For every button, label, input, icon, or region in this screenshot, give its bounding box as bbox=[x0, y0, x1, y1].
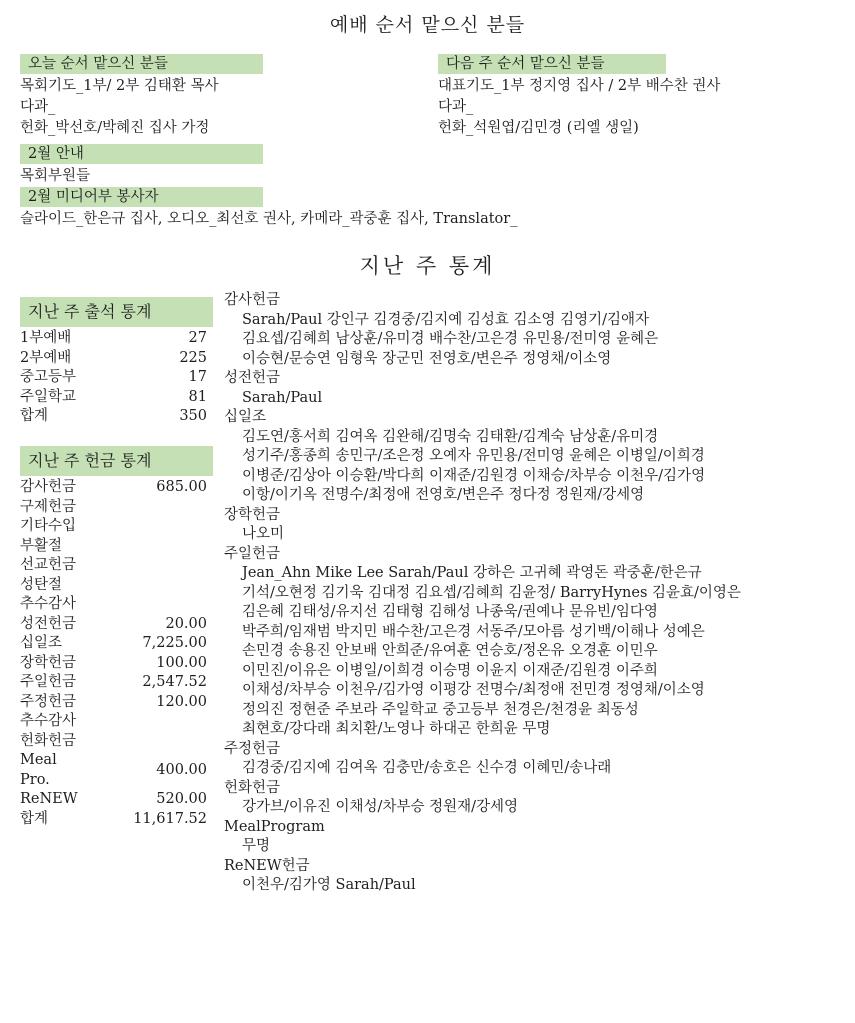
feb-notice-header: 2월 안내 bbox=[20, 144, 263, 164]
offering-label: 성탄절 bbox=[20, 576, 63, 593]
donor-names-line: 이병준/김상아 이승환/박다희 이재준/김원경 이채승/차부승 이천우/김가영 bbox=[242, 467, 706, 484]
attendance-label: 1부예배 bbox=[20, 330, 72, 346]
donor-names-line: 이승현/문승연 임형욱 장군민 전영호/변은주 정영채/이소영 bbox=[242, 350, 612, 367]
offering-row bbox=[20, 654, 213, 674]
offering-value: 11,617.52 bbox=[133, 810, 207, 827]
offering-label: 기타수입 bbox=[20, 518, 77, 534]
offering-label-line: Pro. bbox=[20, 771, 50, 788]
offering-row bbox=[20, 790, 213, 810]
donor-names-line: 정의진 정현준 주보라 주일학교 중고등부 천경은/천경윤 최동성 bbox=[242, 701, 639, 718]
donor-names-line: 김요셉/김혜희 남상훈/유미경 배수찬/고은경 유민용/전미영 윤혜은 bbox=[242, 331, 659, 347]
today-roles-section bbox=[20, 54, 420, 139]
donor-names-line: Sarah/Paul 강인구 김경중/김지예 김성효 김소영 김영기/김애자 bbox=[242, 311, 650, 328]
attendance-rows bbox=[20, 329, 213, 427]
offering-row bbox=[20, 693, 213, 713]
attendance-label: 합계 bbox=[20, 408, 49, 424]
offering-label: 헌화헌금 bbox=[20, 732, 77, 749]
offering-value: 400.00 bbox=[156, 761, 207, 778]
attendance-row bbox=[20, 407, 213, 427]
donor-list bbox=[224, 291, 849, 896]
offering-label bbox=[20, 751, 57, 790]
offering-row bbox=[20, 732, 213, 752]
offering-label: 주정헌금 bbox=[20, 693, 77, 710]
donor-category: 감사헌금 bbox=[224, 292, 281, 308]
today-role-line: 목회기도_1부/ 2부 김태환 목사 bbox=[20, 78, 219, 94]
donor-category: ReNEW헌금 bbox=[224, 857, 310, 874]
donor-category: 성전헌금 bbox=[224, 370, 281, 386]
offering-value: 120.00 bbox=[156, 693, 207, 710]
next-week-roles-header: 다음 주 순서 맡으신 분들 bbox=[438, 54, 666, 74]
attendance-row bbox=[20, 349, 213, 369]
donor-names-line: 성기주/홍종희 송민구/조은정 오예자 유민용/전미영 윤혜은 이병일/이희경 bbox=[242, 448, 705, 464]
donor-names-line: 이채성/차부승 이천우/김가영 이평강 전명수/최정애 전민경 정영채/이소영 bbox=[242, 682, 705, 698]
feb-notice-line: 목회부원들 bbox=[20, 168, 91, 184]
offering-row bbox=[20, 478, 213, 498]
offering-label: 선교헌금 bbox=[20, 557, 77, 573]
donor-names-line: 무명 bbox=[242, 838, 271, 854]
offering-label: 합계 bbox=[20, 810, 49, 827]
attendance-label: 주일학교 bbox=[20, 388, 77, 405]
donor-category: 주정헌금 bbox=[224, 740, 281, 757]
donor-names-line: 김은혜 김태성/유지선 김태형 김해성 나종욱/권예나 문유빈/임다영 bbox=[242, 604, 658, 620]
attendance-label: 중고등부 bbox=[20, 369, 77, 385]
next-week-role-line: 대표기도_1부 정지영 집사 / 2부 배수찬 권사 bbox=[438, 78, 721, 94]
attendance-header: 지난 주 출석 통계 bbox=[20, 297, 213, 327]
donor-names-line: 박주희/임재범 박지민 배수찬/고은경 서동주/모아름 성기백/이해나 성예은 bbox=[242, 623, 705, 640]
today-role-line: 헌화_박선호/박혜진 집사 가정 bbox=[20, 120, 210, 136]
offering-row bbox=[20, 517, 213, 537]
donor-names-line: 손민경 송용진 안보배 안희준/유여훈 연승호/정온유 오경훈 이민우 bbox=[242, 643, 658, 659]
offering-row bbox=[20, 615, 213, 635]
donor-names-line: 이항/이기옥 전명수/최정애 전영호/변은주 정다정 정원재/강세영 bbox=[242, 487, 645, 503]
offering-header: 지난 주 헌금 통계 bbox=[20, 446, 213, 476]
donor-category: 헌화헌금 bbox=[224, 779, 281, 796]
offering-stats bbox=[20, 446, 213, 829]
donor-names-line: 기석/오현정 김기욱 김대정 김요셉/김혜희 김윤정/ BarryHynes 김윤효/이영은 bbox=[242, 584, 741, 601]
offering-label: 추수감사 bbox=[20, 596, 77, 612]
offering-row bbox=[20, 595, 213, 615]
donor-category: 십일조 bbox=[224, 409, 267, 425]
donor-names-line: 이민진/이유은 이병일/이희경 이승명 이윤지 이재준/김원경 이주희 bbox=[242, 662, 658, 679]
offering-value: 520.00 bbox=[156, 791, 207, 807]
next-week-roles-section bbox=[438, 54, 848, 139]
offering-label: 성전헌금 bbox=[20, 615, 77, 632]
offering-value: 2,547.52 bbox=[142, 674, 207, 690]
donor-names-line: 이천우/김가영 Sarah/Paul bbox=[242, 877, 416, 893]
offering-row bbox=[20, 673, 213, 693]
offering-label: 감사헌금 bbox=[20, 479, 77, 495]
offering-label: 주일헌금 bbox=[20, 674, 77, 690]
donor-names-line: 김도연/홍서희 김여옥 김완해/김명숙 김태환/김계숙 남상훈/유미경 bbox=[242, 428, 659, 445]
attendance-value: 81 bbox=[188, 388, 207, 405]
next-week-role-line: 헌화_석원엽/김민경 (리엘 생일) bbox=[438, 120, 639, 136]
offering-row bbox=[20, 810, 213, 830]
today-role-line: 다과_ bbox=[20, 99, 56, 115]
offering-label: 구제헌금 bbox=[20, 498, 77, 515]
offering-value: 100.00 bbox=[156, 654, 207, 671]
offering-row bbox=[20, 712, 213, 732]
attendance-value: 17 bbox=[188, 369, 207, 385]
donor-names-line: 강가브/이유진 이채성/차부승 정원재/강세영 bbox=[242, 799, 518, 815]
offering-row bbox=[20, 576, 213, 596]
offering-row bbox=[20, 498, 213, 518]
donor-names-line: 김경중/김지예 김여옥 김충만/송호은 신수경 이혜민/송나래 bbox=[242, 760, 612, 776]
feb-media-line: 슬라이드_한은규 집사, 오디오_최선호 권사, 카메라_곽중훈 집사, Translator_ bbox=[20, 211, 518, 227]
next-week-role-line: 다과_ bbox=[438, 99, 474, 115]
donor-names-line: 나오미 bbox=[242, 526, 285, 542]
offering-label-line: Meal bbox=[20, 752, 57, 768]
attendance-value: 225 bbox=[179, 349, 207, 366]
donor-category: 주일헌금 bbox=[224, 545, 281, 562]
offering-value: 20.00 bbox=[165, 615, 207, 632]
offering-value: 7,225.00 bbox=[142, 635, 207, 651]
page-title: 예배 순서 맡으신 분들 bbox=[329, 14, 526, 36]
offering-label: 부활절 bbox=[20, 537, 63, 554]
offering-value: 685.00 bbox=[156, 479, 207, 495]
donor-names-line: Jean_Ahn Mike Lee Sarah/Paul 강하은 고귀혜 곽영돈 곽중훈/한은규 bbox=[242, 565, 702, 581]
offering-row bbox=[20, 556, 213, 576]
donor-category: MealProgram bbox=[224, 818, 325, 835]
attendance-stats bbox=[20, 297, 213, 427]
attendance-value: 27 bbox=[188, 330, 207, 346]
february-section bbox=[20, 144, 840, 230]
donor-category: 장학헌금 bbox=[224, 506, 281, 523]
today-roles-header: 오늘 순서 맡으신 분들 bbox=[20, 54, 263, 74]
offering-label: 추수감사 bbox=[20, 713, 77, 729]
attendance-row bbox=[20, 388, 213, 408]
offering-label: 십일조 bbox=[20, 635, 63, 651]
attendance-value: 350 bbox=[179, 408, 207, 424]
offering-row bbox=[20, 751, 213, 790]
donor-names-line: Sarah/Paul bbox=[242, 389, 323, 406]
offering-rows bbox=[20, 478, 213, 829]
offering-label: ReNEW bbox=[20, 791, 78, 807]
last-week-stats-title: 지난 주 통계 bbox=[359, 254, 496, 278]
feb-media-header: 2월 미디어부 봉사자 bbox=[20, 187, 263, 207]
offering-row bbox=[20, 634, 213, 654]
attendance-row bbox=[20, 329, 213, 349]
attendance-label: 2부예배 bbox=[20, 349, 72, 366]
donor-names-line: 최현호/강다래 최치환/노영나 하대곤 한희윤 무명 bbox=[242, 721, 551, 737]
offering-row bbox=[20, 537, 213, 557]
offering-label: 장학헌금 bbox=[20, 654, 77, 671]
attendance-row bbox=[20, 368, 213, 388]
